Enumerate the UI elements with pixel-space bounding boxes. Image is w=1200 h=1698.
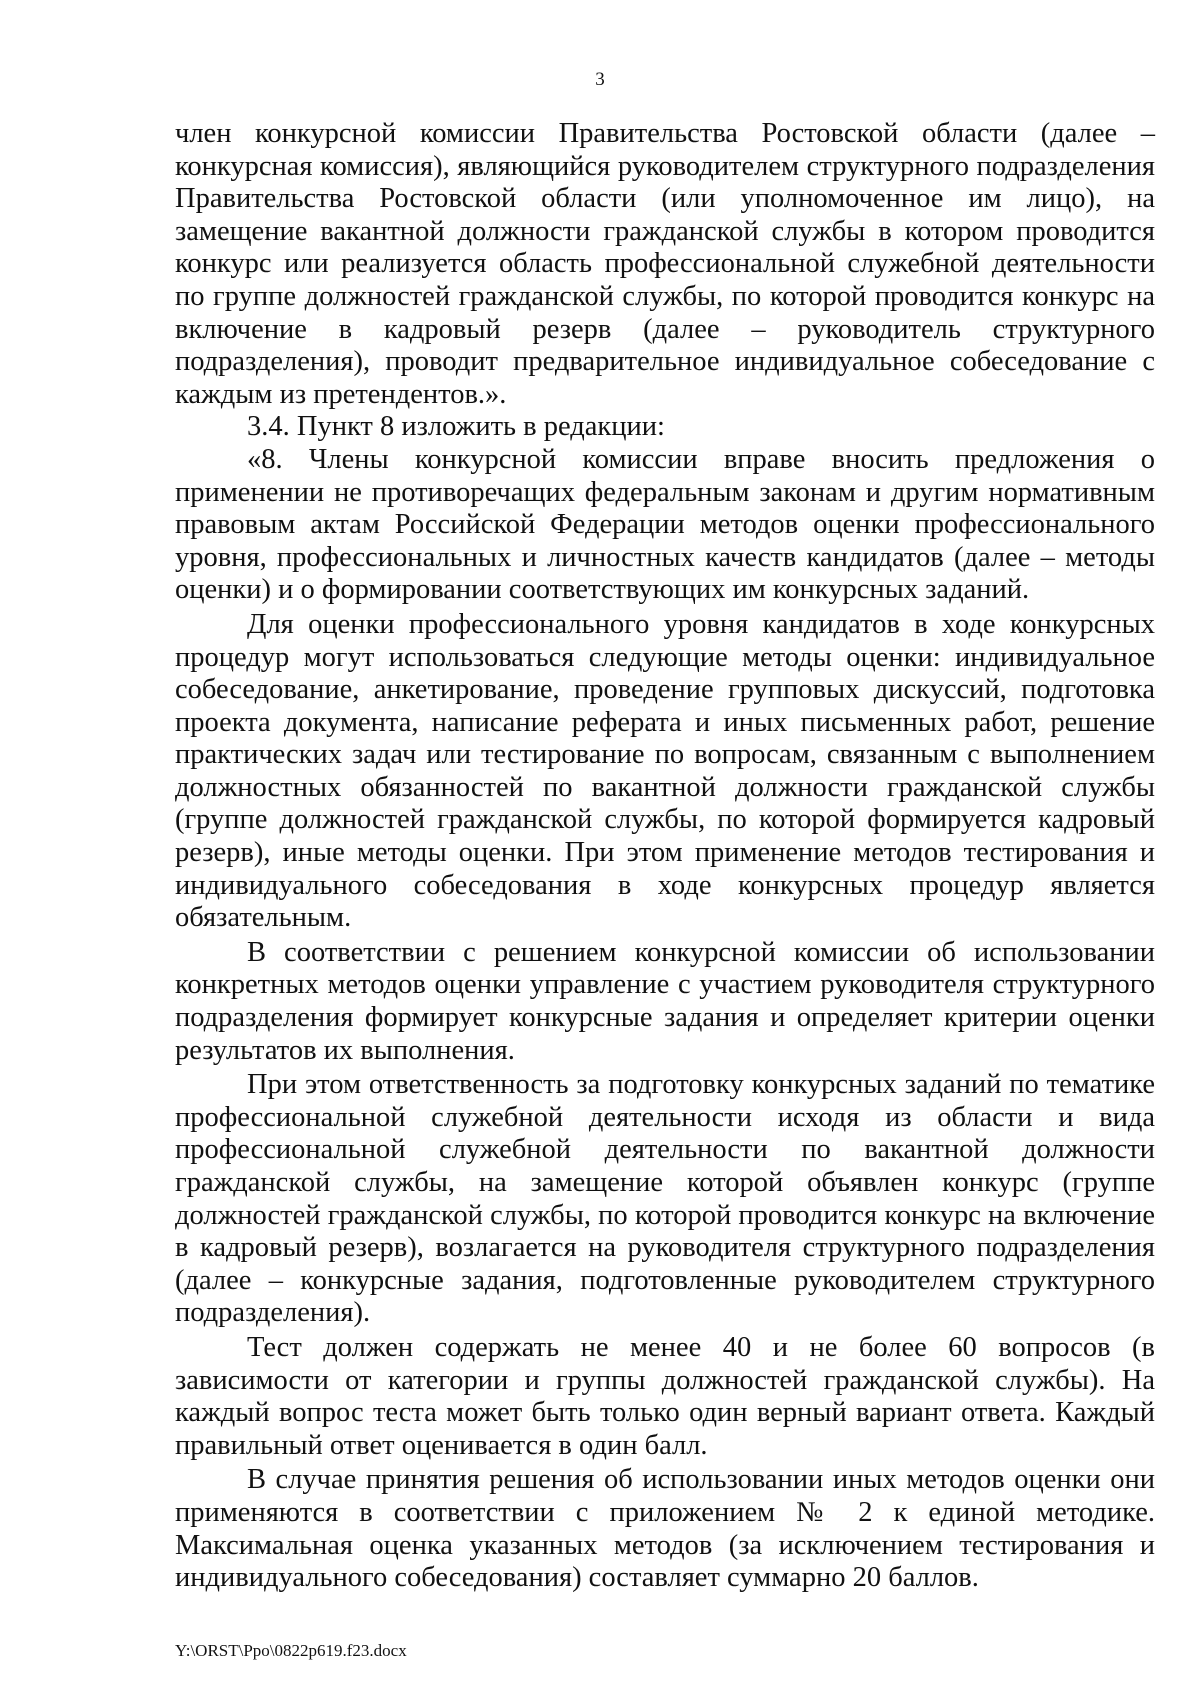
paragraph-responsibility: При этом ответственность за подготовку конкурсных заданий по тематике профессиональной служебной деятельности исходя из области и вида профессиональной служебной деятельности по вакантной должности гражданской службы, на замещение которой объявлен конкурс (группе должностей гражданской службы, по которой проводится конкурс на включение в кадровый резерв), возлагается на руководителя структурного подразделения (далее – конкурсные задания, подготовленные руководителем структурного подразделения). [175, 1069, 1155, 1329]
file-path-footer: Y:\ORST\Ppo\0822p619.f23.docx [175, 1641, 407, 1660]
document-body [175, 118, 1155, 1595]
paragraph-item-3-4: 3.4. Пункт 8 изложить в редакции: [247, 411, 665, 443]
paragraph-continuation: член конкурсной комиссии Правительства Ростовской области (далее – конкурсная комиссия), являющийся руководителем структурного подразделения Правительства Ростовской области (или уполномоченное им лицо), на замещение вакантной должности гражданской службы в котором проводится конкурс или реализуется область профессиональной служебной деятельности по группе должностей гражданской службы, по которой проводится конкурс на включение в кадровый резерв (далее – руководитель структурного подразделения), проводит предварительное индивидуальное собеседование с каждым из претендентов.». [175, 118, 1155, 410]
paragraph-decision: В соответствии с решением конкурсной комиссии об использовании конкретных методов оценки управление с участием руководителя структурного подразделения формирует конкурсные задания и определяет критерии оценки результатов их выполнения. [175, 936, 1155, 1066]
page-number: 3 [595, 69, 605, 90]
paragraph-methods: Для оценки профессионального уровня кандидатов в ходе конкурсных процедур могут использоваться следующие методы оценки: индивидуальное собеседование, анкетирование, проведение групповых дискуссий, подготовка проекта документа, написание реферата и иных письменных работ, решение практических задач или тестирование по вопросам, связанным с выполнением должностных обязанностей по вакантной должности гражданской службы (группе должностей гражданской службы, по которой формируется кадровый резерв), иные методы оценки. При этом применение методов тестирования и индивидуального собеседования в ходе конкурсных процедур является обязательным. [175, 608, 1155, 934]
paragraph-other-methods: В случае принятия решения об использовании иных методов оценки они применяются в соответствии с приложением № 2 к единой методике. Максимальная оценка указанных методов (за исключением тестирования и индивидуального собеседования) составляет суммарно 20 баллов. [175, 1464, 1155, 1594]
paragraph-point-8: «8. Члены конкурсной комиссии вправе вносить предложения о применении не противоречащих федеральным законам и другим нормативным правовым актам Российской Федерации методов оценки профессионального уровня, профессиональных и личностных качеств кандидатов (далее – методы оценки) и о формировании соответствующих им конкурсных заданий. [175, 443, 1155, 606]
paragraph-test: Тест должен содержать не менее 40 и не более 60 вопросов (в зависимости от категории и группы должностей гражданской службы). На каждый вопрос теста может быть только один верный вариант ответа. Каждый правильный ответ оценивается в один балл. [175, 1331, 1155, 1461]
